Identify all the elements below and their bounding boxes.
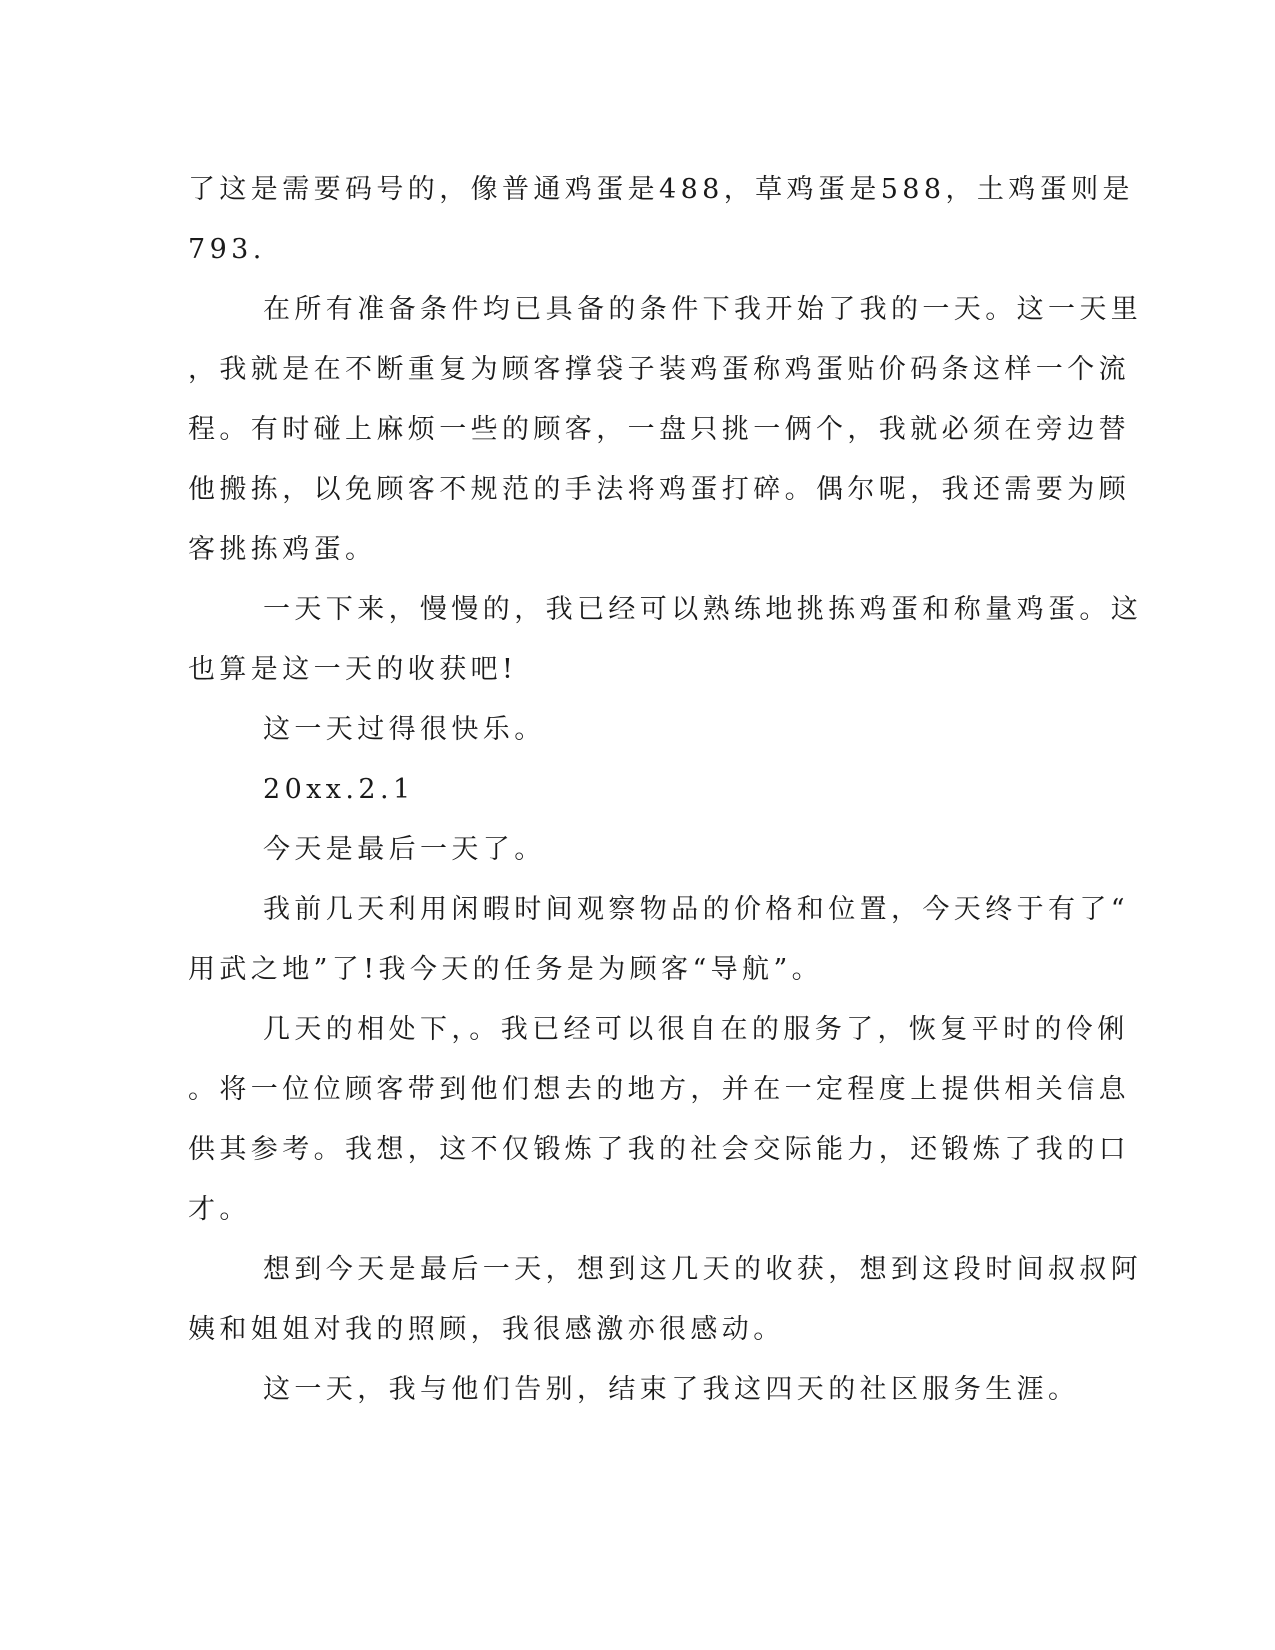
document-body bbox=[188, 160, 1143, 1420]
text-line: ，我就是在不断重复为顾客撑袋子装鸡蛋称鸡蛋贴价码条这样一个流 bbox=[188, 354, 1130, 385]
text-line: 才。 bbox=[188, 1194, 251, 1225]
text-line: 程。有时碰上麻烦一些的顾客，一盘只挑一俩个，我就必须在旁边替 bbox=[188, 414, 1130, 445]
paragraph-start-line: 几天的相处下，。我已经可以很自在的服务了，恢复平时的伶俐 bbox=[263, 1014, 1129, 1045]
paragraph-start-line: 在所有准备条件均已具备的条件下我开始了我的一天。这一天里 bbox=[263, 294, 1143, 325]
paragraph-start-line: 一天下来，慢慢的，我已经可以熟练地挑拣鸡蛋和称量鸡蛋。这 bbox=[263, 594, 1143, 625]
date-line: 20xx.2.1 bbox=[263, 774, 415, 805]
text-line: 用武之地”了!我今天的任务是为顾客“导航”。 bbox=[188, 954, 824, 985]
paragraph-start-line: 今天是最后一天了。 bbox=[263, 834, 546, 865]
text-line: 他搬拣，以免顾客不规范的手法将鸡蛋打碎。偶尔呢，我还需要为顾 bbox=[188, 474, 1130, 505]
paragraph-start-line: 这一天，我与他们告别，结束了我这四天的社区服务生涯。 bbox=[263, 1374, 1080, 1405]
text-line: 793. bbox=[188, 234, 266, 265]
paragraph-start-line: 我前几天利用闲暇时间观察物品的价格和位置，今天终于有了“ bbox=[263, 894, 1130, 925]
text-line: 姨和姐姐对我的照顾，我很感激亦很感动。 bbox=[188, 1314, 785, 1345]
text-line: 也算是这一天的收获吧! bbox=[188, 654, 518, 685]
text-line: 。将一位位顾客带到他们想去的地方，并在一定程度上提供相关信息 bbox=[188, 1074, 1130, 1105]
text-line: 客挑拣鸡蛋。 bbox=[188, 534, 377, 565]
paragraph-start-line: 想到今天是最后一天，想到这几天的收获，想到这段时间叔叔阿 bbox=[263, 1254, 1143, 1285]
text-line: 供其参考。我想，这不仅锻炼了我的社会交际能力，还锻炼了我的口 bbox=[188, 1134, 1130, 1165]
text-line: 了这是需要码号的，像普通鸡蛋是488，草鸡蛋是588，土鸡蛋则是 bbox=[188, 174, 1134, 205]
paragraph-start-line: 这一天过得很快乐。 bbox=[263, 714, 546, 745]
